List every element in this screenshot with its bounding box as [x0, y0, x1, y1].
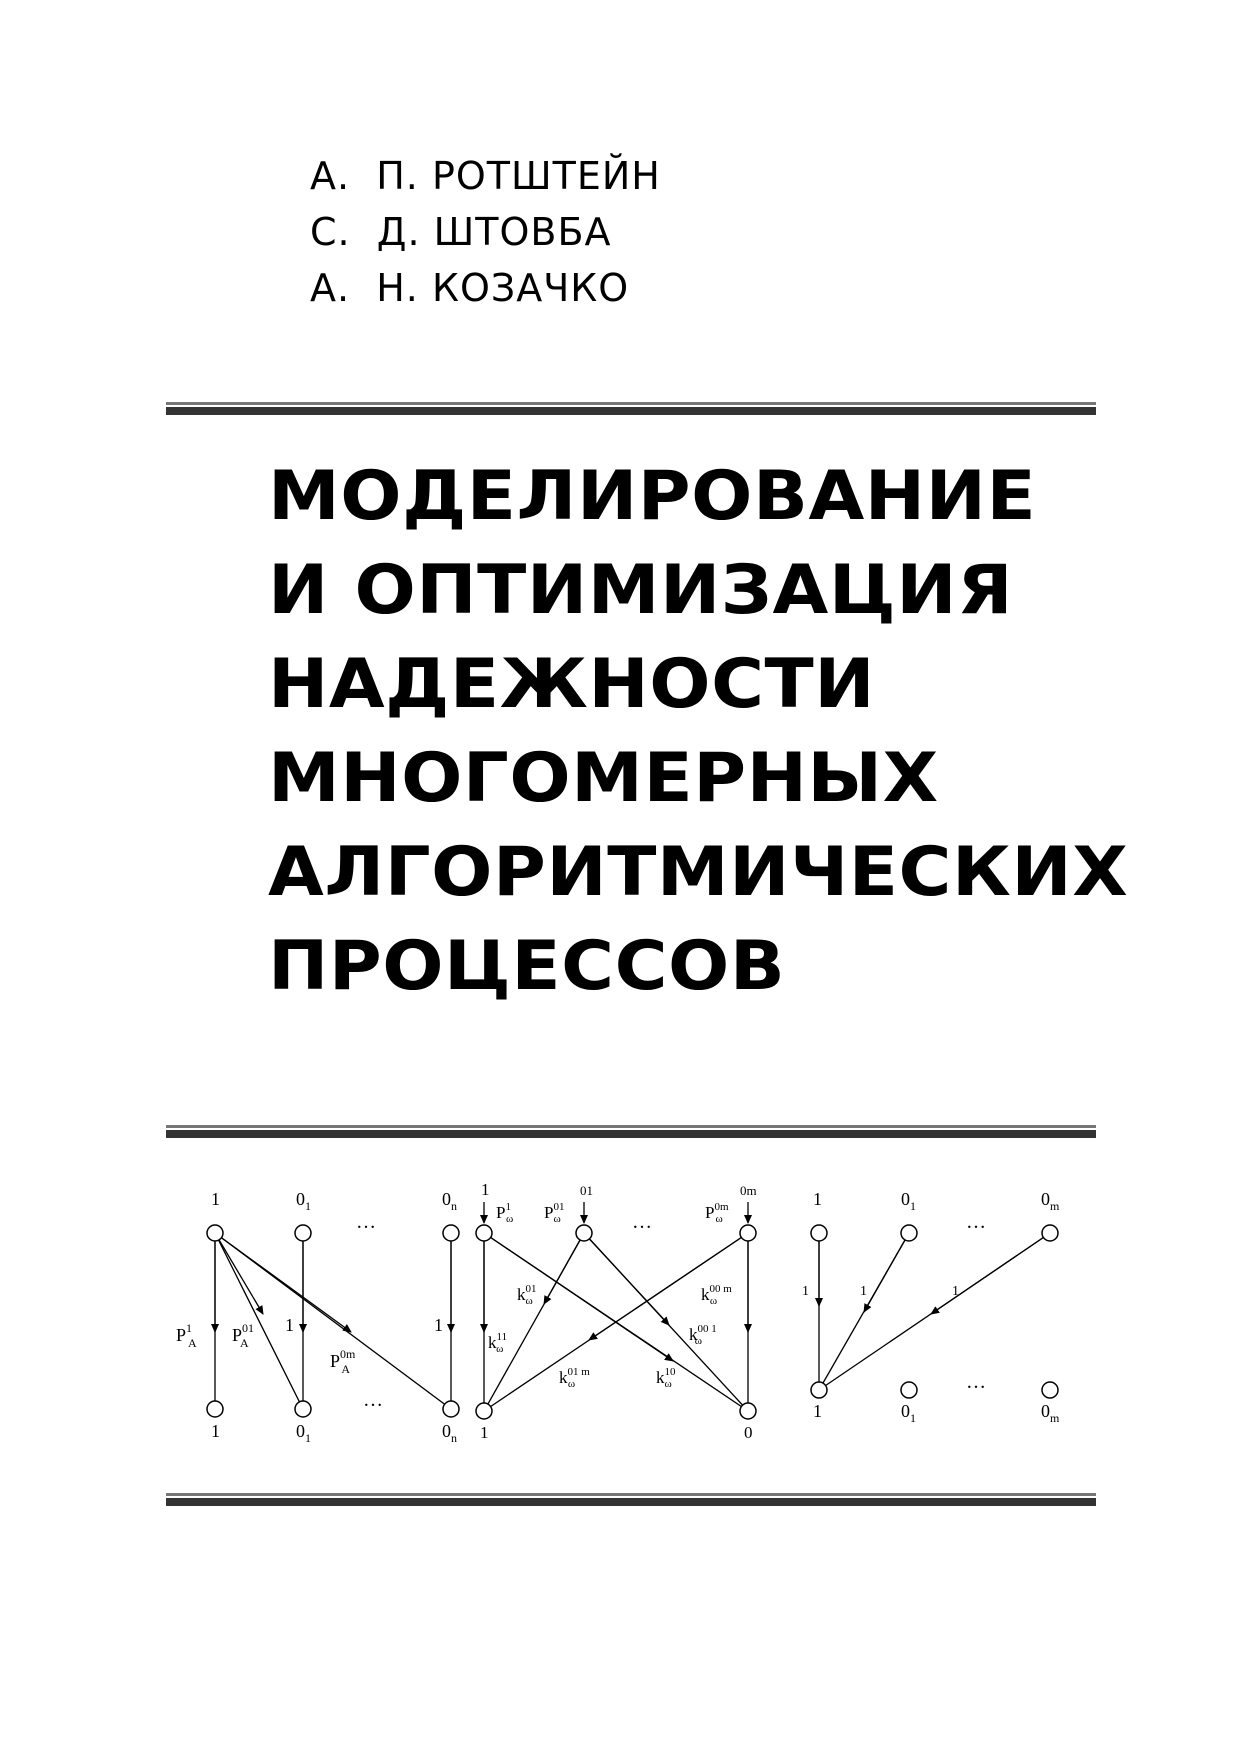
g3-top-label-3	[1041, 1189, 1060, 1213]
g1-top-label-1: 1	[211, 1189, 220, 1209]
g3-bottom-ellipsis: …	[966, 1371, 989, 1393]
k-sup: 00 1	[697, 1323, 717, 1335]
g1-top-base: 0	[296, 1189, 305, 1209]
g1-bottom-label-3	[442, 1421, 457, 1445]
g2-top-number-2: 01	[580, 1183, 593, 1198]
node-base: P	[496, 1203, 506, 1222]
g2-bottom-label-1: 1	[480, 1423, 489, 1442]
g3-bottom-label-2	[901, 1401, 916, 1425]
g2-k-label-6	[656, 1366, 676, 1390]
k-base: k	[517, 1285, 526, 1304]
k-base: k	[689, 1325, 698, 1344]
g2-k-label-3	[488, 1331, 507, 1355]
g2-k-label-1	[517, 1283, 537, 1307]
g1-edge-label-4	[330, 1347, 356, 1376]
k-sup: 11	[496, 1331, 508, 1343]
g2-k-label-5	[559, 1366, 590, 1390]
g2-bottom-label-2: 0	[744, 1423, 753, 1442]
g1-top-ellipsis: …	[356, 1211, 379, 1233]
graph-figure	[166, 1166, 1096, 1474]
node-sub: ω	[553, 1213, 561, 1225]
g1-bottom-label-2	[296, 1421, 311, 1445]
k-base: k	[488, 1333, 497, 1352]
k-base: k	[656, 1368, 665, 1387]
g1-top-sub: n	[451, 1199, 457, 1213]
title-line-5: АЛГОРИТМИЧЕСКИХ	[268, 833, 1129, 912]
g1-bottom-sub: n	[451, 1431, 457, 1445]
k-sup: 01	[525, 1283, 537, 1295]
g3-edge-label-3: 1	[952, 1284, 959, 1299]
g3-top-sub: m	[1050, 1199, 1060, 1213]
g1-bottom-ellipsis: …	[363, 1389, 386, 1411]
author-surname: ШТОВБА	[433, 210, 612, 254]
middle-divider	[166, 1125, 1096, 1138]
g2-node-label-2	[544, 1201, 564, 1225]
g1-top-label-2	[296, 1189, 311, 1213]
g1-bottom-base: 0	[296, 1421, 305, 1441]
g3-bottom-sub: 1	[910, 1411, 916, 1425]
k-sup: 10	[664, 1366, 676, 1378]
g3-top-label-1: 1	[813, 1189, 822, 1209]
edge-sub: A	[341, 1362, 351, 1376]
g1-bottom-label-1: 1	[211, 1421, 220, 1441]
g3-top-sub: 1	[910, 1199, 916, 1213]
g1-bottom-sub: 1	[305, 1431, 311, 1445]
g1-top-sub: 1	[305, 1199, 311, 1213]
title-line-6: ПРОЦЕССОВ	[268, 927, 786, 1006]
graph-diagram	[166, 1166, 1096, 1474]
g1-edge-label-1	[176, 1321, 197, 1350]
edge-sup: 1	[186, 1321, 193, 1335]
g1-edge-label-3: 1	[285, 1315, 294, 1335]
edge-base: P	[330, 1351, 341, 1371]
edge-sup: 0m	[340, 1347, 356, 1361]
g3-edge-label-2: 1	[860, 1284, 867, 1299]
author-3	[310, 260, 661, 316]
g3-top-base: 0	[901, 1189, 910, 1209]
g1-top-base: 0	[442, 1189, 451, 1209]
g3-bottom-label-3	[1041, 1401, 1060, 1425]
g1-top-label-3	[442, 1189, 457, 1213]
k-sub: ω	[496, 1343, 504, 1355]
g3-top-label-2	[901, 1189, 916, 1213]
node-sup: 0m	[714, 1201, 729, 1213]
edge-base: P	[232, 1325, 243, 1345]
author-1	[310, 148, 661, 204]
node-base: P	[705, 1203, 715, 1222]
g3-bottom-label-1: 1	[813, 1401, 822, 1421]
book-title	[268, 450, 1129, 1014]
edge-base: P	[176, 1325, 187, 1345]
k-sub: ω	[664, 1378, 672, 1390]
g2-k-label-4	[689, 1323, 717, 1347]
edge-sub: A	[188, 1336, 197, 1350]
top-divider	[166, 402, 1096, 415]
g2-top-number-1: 1	[481, 1180, 490, 1199]
k-sub: ω	[525, 1295, 533, 1307]
title-line-2: И ОПТИМИЗАЦИЯ	[268, 551, 1014, 630]
g1-edge-label-2	[232, 1321, 254, 1350]
g3-top-ellipsis: …	[966, 1211, 989, 1233]
k-sup: 01 m	[567, 1366, 590, 1378]
author-2	[310, 204, 661, 260]
k-sub: ω	[694, 1335, 702, 1347]
edge-sup: 01	[242, 1321, 255, 1335]
g3-bottom-base: 0	[1041, 1401, 1050, 1421]
g2-node-label-3	[705, 1201, 729, 1225]
author-surname: РОТШТЕЙН	[431, 154, 661, 198]
k-base: k	[559, 1368, 568, 1387]
node-base: P	[544, 1203, 554, 1222]
node-sup: 01	[553, 1201, 565, 1213]
title-line-3: НАДЕЖНОСТИ	[268, 645, 876, 724]
k-sup: 00 m	[709, 1283, 732, 1295]
g3-bottom-base: 0	[901, 1401, 910, 1421]
k-sub: ω	[567, 1378, 576, 1390]
author-initials: А. П.	[310, 154, 419, 198]
g2-top-number-3: 0m	[740, 1183, 757, 1198]
k-base: k	[701, 1285, 710, 1304]
title-line-1: МОДЕЛИРОВАНИЕ	[268, 457, 1037, 536]
title-line-4: МНОГОМЕРНЫХ	[268, 739, 939, 818]
author-surname: КОЗАЧКО	[431, 266, 630, 310]
g2-top-ellipsis: …	[632, 1211, 655, 1233]
g3-edge-label-1: 1	[802, 1284, 809, 1299]
edge-sub: A	[240, 1336, 249, 1350]
g3-bottom-sub: m	[1050, 1411, 1060, 1425]
g1-edge-label-5: 1	[434, 1315, 443, 1335]
k-sub: ω	[709, 1295, 718, 1307]
node-sup: 1	[505, 1201, 511, 1213]
node-sub: ω	[505, 1213, 514, 1225]
g1-bottom-base: 0	[442, 1421, 451, 1441]
node-sub: ω	[715, 1213, 723, 1225]
g3-top-base: 0	[1041, 1189, 1050, 1209]
g2-k-label-2	[701, 1283, 732, 1307]
bottom-divider	[166, 1493, 1096, 1506]
authors-block	[310, 148, 661, 316]
author-initials: А. Н.	[310, 266, 419, 310]
g2-node-label-1	[496, 1201, 513, 1225]
author-initials: С. Д.	[310, 210, 421, 254]
